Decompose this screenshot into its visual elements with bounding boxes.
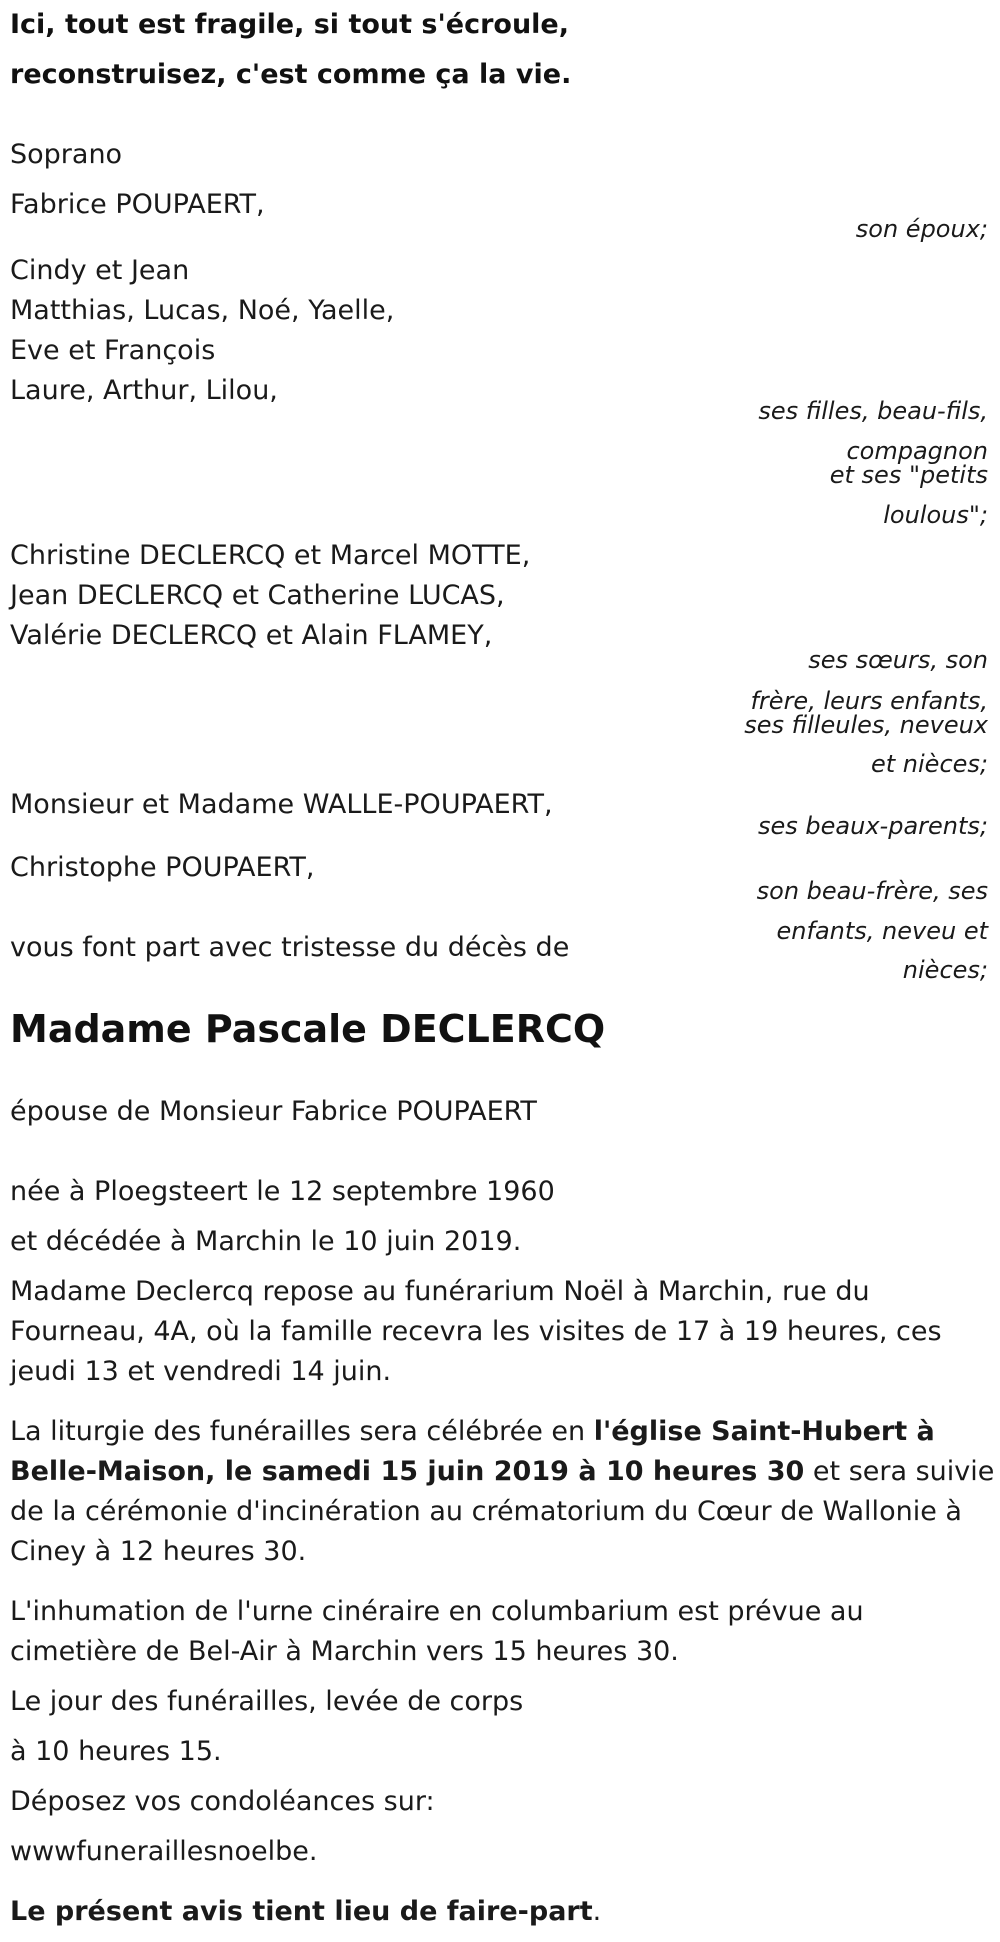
children-line-2: Matthias, Lucas, Noé, Yaelle, bbox=[10, 295, 395, 326]
birth-text: née à Ploegsteert le 12 septembre 1960 bbox=[10, 1176, 555, 1207]
notice-text bbox=[10, 1892, 601, 1932]
notice-period: . bbox=[592, 1896, 602, 1927]
siblings-role-4: et nièces; bbox=[871, 750, 988, 778]
children-line-1: Cindy et Jean bbox=[10, 255, 190, 286]
children-role-1: ses filles, beau-fils, bbox=[758, 397, 988, 425]
spouse-role: son époux; bbox=[855, 215, 988, 243]
siblings-role-2: frère, leurs enfants, bbox=[750, 687, 988, 715]
levee-line-2: à 10 heures 15. bbox=[10, 1736, 222, 1767]
brother-in-law-name: Christophe POUPAERT, bbox=[10, 852, 315, 883]
siblings-role-3: ses filleules, neveux bbox=[744, 711, 988, 739]
verse-line-1: Ici, tout est fragile, si tout s'écroule, bbox=[10, 9, 569, 40]
deceased-name: Madame Pascale DECLERCQ bbox=[10, 1007, 606, 1051]
inlaws-name: Monsieur et Madame WALLE-POUPAERT, bbox=[10, 789, 553, 820]
children-role-2: compagnon bbox=[846, 437, 988, 465]
siblings-role-1: ses sœurs, son bbox=[808, 646, 988, 674]
inhumation-paragraph: L'inhumation de l'urne cinéraire en columbarium est prévue au cimetière de Bel-Air à Marchin vers 15 heures 30. bbox=[10, 1596, 864, 1667]
condolences-text: Déposez vos condoléances sur: bbox=[10, 1786, 435, 1817]
spouse-of-text: épouse de Monsieur Fabrice POUPAERT bbox=[10, 1096, 537, 1127]
children-line-4: Laure, Arthur, Lilou, bbox=[10, 375, 278, 406]
liturgy-text-start: La liturgie des funérailles sera célébrée en bbox=[10, 1416, 594, 1447]
brother-in-law-role-2: enfants, neveu et bbox=[776, 917, 988, 945]
death-text: et décédée à Marchin le 10 juin 2019. bbox=[10, 1226, 522, 1257]
siblings-line-2: Jean DECLERCQ et Catherine LUCAS, bbox=[10, 580, 505, 611]
verse-line-2: reconstruisez, c'est comme ça la vie. bbox=[10, 59, 572, 90]
liturgy-paragraph bbox=[10, 1412, 995, 1572]
inlaws-role: ses beaux-parents; bbox=[758, 812, 988, 840]
soprano-text: Soprano bbox=[10, 139, 123, 170]
notice-bold: Le présent avis tient lieu de faire-part bbox=[10, 1896, 593, 1927]
children-role-4: loulous"; bbox=[883, 501, 988, 529]
spouse-name: Fabrice POUPAERT, bbox=[10, 189, 265, 220]
brother-in-law-role-3: nièces; bbox=[902, 956, 988, 984]
announcement-text: vous font part avec tristesse du décès de bbox=[10, 932, 570, 963]
website-text: wwwfuneraillesnoelbe. bbox=[10, 1836, 318, 1867]
levee-line-1: Le jour des funérailles, levée de corps bbox=[10, 1686, 524, 1717]
brother-in-law-role-1: son beau-frère, ses bbox=[756, 877, 988, 905]
liturgy-location-date: l'église Saint-Hubert à Belle-Maison, le samedi 15 juin 2019 à 10 heures 30 bbox=[10, 1416, 935, 1487]
children-role-3: et ses "petits bbox=[829, 461, 988, 489]
liturgy-text-end: et sera suivie de la cérémonie d'incinération au crématorium du Cœur de Wallonie à Ciney à 12 heures 30. bbox=[10, 1456, 995, 1567]
children-line-3: Eve et François bbox=[10, 335, 216, 366]
siblings-line-1: Christine DECLERCQ et Marcel MOTTE, bbox=[10, 540, 531, 571]
visitation-paragraph: Madame Declercq repose au funérarium Noël à Marchin, rue du Fourneau, 4A, où la famille recevra les visites de 17 à 19 heures, ces jeudi 13 et vendredi 14 juin. bbox=[10, 1276, 942, 1387]
siblings-line-3: Valérie DECLERCQ et Alain FLAMEY, bbox=[10, 620, 493, 651]
